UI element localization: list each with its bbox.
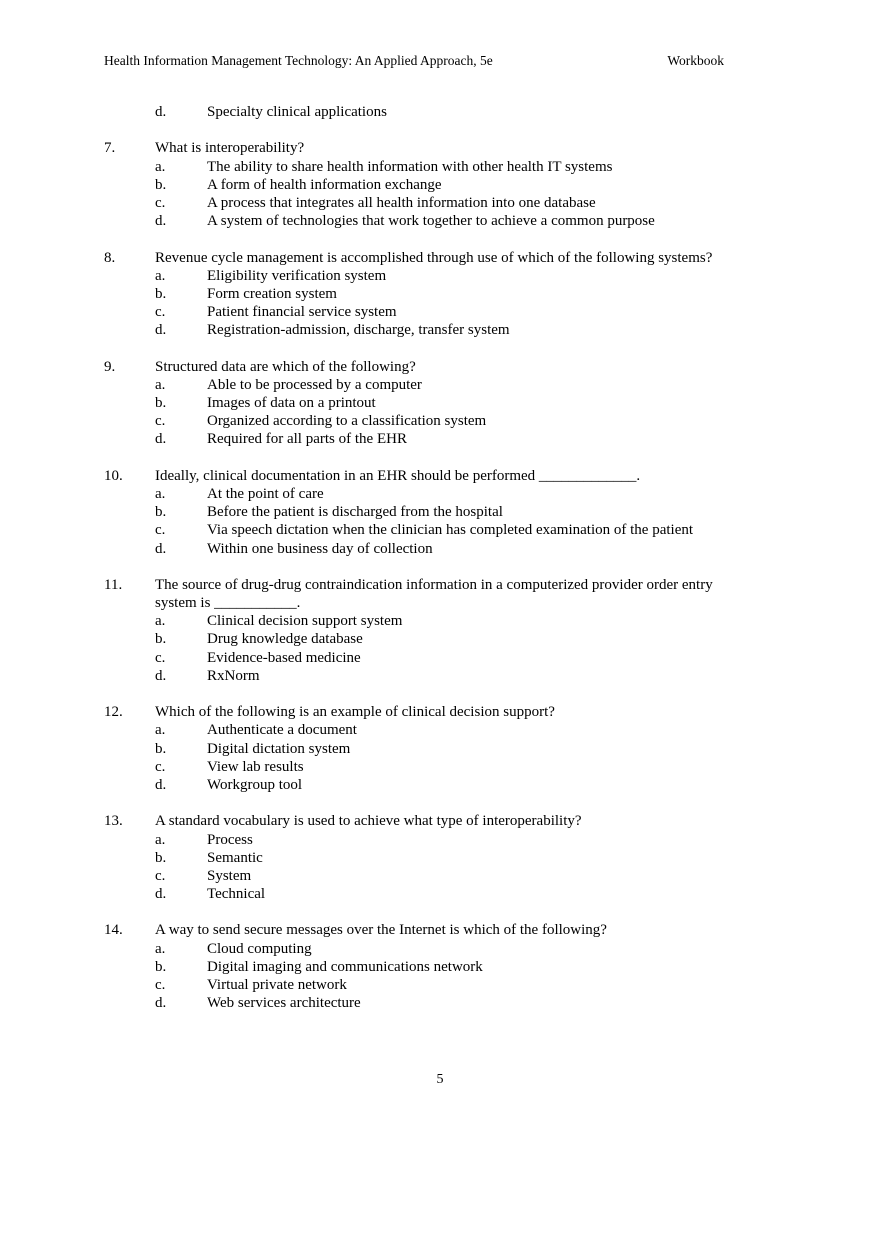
option-text: At the point of care — [207, 485, 324, 502]
option-letter: a. — [155, 831, 166, 848]
option-letter: b. — [155, 849, 167, 866]
option-letter: a. — [155, 722, 166, 739]
answer-option — [0, 758, 880, 776]
question-number: 14. — [104, 922, 123, 939]
carryover-option — [0, 103, 880, 121]
answer-option — [0, 831, 880, 849]
page-header — [104, 53, 724, 71]
answer-option — [0, 303, 880, 321]
answer-option — [0, 667, 880, 685]
answer-option — [0, 776, 880, 794]
question-stem-line — [0, 467, 880, 485]
answer-option — [0, 430, 880, 448]
option-text: Form creation system — [207, 285, 337, 302]
answer-option — [0, 867, 880, 885]
answer-option — [0, 212, 880, 230]
question-text: A way to send secure messages over the Internet is which of the following? — [155, 922, 607, 939]
question-text: The source of drug-drug contraindication information in a computerized provider order entry — [155, 576, 713, 593]
option-text: A form of health information exchange — [207, 176, 442, 193]
answer-option — [0, 285, 880, 303]
option-letter: d. — [155, 322, 167, 339]
question-number: 11. — [104, 576, 123, 593]
answer-option — [0, 158, 880, 176]
option-text: A process that integrates all health information into one database — [207, 194, 596, 211]
question-list — [0, 103, 880, 1012]
option-letter: d. — [155, 213, 167, 230]
question-text: Ideally, clinical documentation in an EHR should be performed _____________. — [155, 467, 641, 484]
option-text: Technical — [207, 886, 266, 903]
option-text: Web services architecture — [207, 995, 361, 1012]
option-text: Images of data on a printout — [207, 395, 376, 411]
question-text: Revenue cycle management is accomplished through use of which of the following systems? — [155, 249, 713, 266]
answer-option — [0, 376, 880, 394]
option-text: Digital imaging and communications network — [207, 958, 483, 975]
option-letter: b. — [155, 740, 167, 757]
question-text: A standard vocabulary is used to achieve what type of interoperability? — [155, 813, 582, 830]
option-text: Digital dictation system — [207, 740, 351, 757]
option-text: Within one business day of collection — [207, 540, 433, 557]
answer-option — [0, 958, 880, 976]
option-text: Workgroup tool — [207, 776, 303, 793]
question-block — [0, 358, 880, 449]
option-text: Process — [207, 831, 253, 848]
option-letter: c. — [155, 413, 166, 430]
option-letter: a. — [155, 613, 166, 630]
answer-option — [0, 521, 880, 539]
option-text: Virtual private network — [207, 977, 347, 993]
option-text: View lab results — [207, 758, 304, 775]
question-stem-line — [0, 921, 880, 939]
option-letter: a. — [155, 158, 166, 175]
answer-option — [0, 740, 880, 758]
answer-option — [0, 321, 880, 339]
answer-option — [0, 612, 880, 630]
option-text: Specialty clinical applications — [207, 104, 387, 120]
option-letter: d. — [155, 776, 167, 793]
answer-option — [0, 485, 880, 503]
answer-option — [0, 630, 880, 648]
question-stem-line — [0, 249, 880, 267]
option-letter: b. — [155, 504, 167, 521]
option-text: Registration-admission, discharge, transfer system — [207, 322, 510, 339]
question-block — [0, 703, 880, 794]
question-text: Structured data are which of the following? — [155, 358, 416, 375]
page-number: 5 — [436, 1072, 444, 1087]
question-block — [0, 812, 880, 903]
option-letter: c. — [155, 522, 166, 539]
question-text: Which of the following is an example of clinical decision support? — [155, 704, 555, 721]
question-text: What is interoperability? — [155, 140, 305, 157]
option-text: Semantic — [207, 849, 263, 866]
option-text: A system of technologies that work together to achieve a common purpose — [207, 213, 655, 230]
option-text: Able to be processed by a computer — [207, 376, 422, 393]
option-letter: d. — [155, 667, 167, 684]
option-letter: d. — [155, 886, 167, 903]
option-letter: a. — [155, 940, 166, 957]
answer-option — [0, 176, 880, 194]
option-text: Authenticate a document — [207, 722, 357, 739]
question-number: 12. — [104, 704, 123, 721]
option-letter: c. — [155, 867, 166, 884]
option-letter: d. — [155, 995, 167, 1012]
question-number: 13. — [104, 813, 123, 830]
option-letter: c. — [155, 194, 166, 211]
option-text: RxNorm — [207, 667, 260, 684]
header-section: Workbook — [667, 53, 724, 68]
question-stem-line — [0, 139, 880, 157]
option-letter: a. — [155, 376, 166, 393]
answer-option — [0, 849, 880, 867]
answer-option — [0, 194, 880, 212]
answer-option — [0, 976, 880, 994]
option-text: Cloud computing — [207, 940, 312, 957]
header-title: Health Information Management Technology: An Applied Approach, 5e — [104, 53, 493, 68]
question-stem-line — [0, 594, 880, 612]
answer-option — [0, 503, 880, 521]
option-letter: c. — [155, 304, 166, 321]
option-text: Evidence-based medicine — [207, 649, 361, 666]
option-text: Organized according to a classification system — [207, 413, 487, 430]
option-text: Clinical decision support system — [207, 613, 403, 630]
question-stem-line — [0, 358, 880, 376]
answer-option — [0, 721, 880, 739]
option-text: Eligibility verification system — [207, 267, 387, 284]
question-block — [0, 576, 880, 685]
question-number: 7. — [104, 140, 116, 157]
option-letter: c. — [155, 758, 166, 775]
question-number: 10. — [104, 467, 123, 484]
option-letter: d. — [155, 104, 167, 120]
answer-option — [0, 540, 880, 558]
answer-option — [0, 994, 880, 1012]
answer-option — [0, 649, 880, 667]
answer-option — [0, 885, 880, 903]
question-block — [0, 139, 880, 230]
option-text: System — [207, 867, 252, 884]
answer-option — [0, 267, 880, 285]
question-number: 9. — [104, 358, 116, 375]
answer-option — [0, 394, 880, 412]
option-letter: c. — [155, 977, 166, 993]
answer-option — [0, 412, 880, 430]
option-letter: a. — [155, 267, 166, 284]
option-letter: c. — [155, 649, 166, 666]
option-letter: b. — [155, 176, 167, 193]
answer-option — [0, 940, 880, 958]
option-letter: d. — [155, 431, 167, 448]
question-stem-line — [0, 812, 880, 830]
option-text: Required for all parts of the EHR — [207, 431, 407, 448]
option-text: Patient financial service system — [207, 304, 397, 321]
option-letter: b. — [155, 958, 167, 975]
option-text: The ability to share health information with other health IT systems — [207, 158, 613, 175]
option-letter: a. — [155, 485, 166, 502]
option-text: Before the patient is discharged from the hospital — [207, 504, 503, 521]
question-text: system is ___________. — [155, 595, 301, 612]
question-stem-line — [0, 576, 880, 594]
question-block — [0, 467, 880, 558]
question-block — [0, 249, 880, 340]
question-number: 8. — [104, 249, 116, 266]
option-letter: b. — [155, 395, 167, 411]
question-stem-line — [0, 703, 880, 721]
option-letter: b. — [155, 285, 167, 302]
option-text: Via speech dictation when the clinician has completed examination of the patient — [207, 522, 694, 539]
question-block — [0, 921, 880, 1012]
option-letter: d. — [155, 540, 167, 557]
option-letter: b. — [155, 631, 167, 648]
option-text: Drug knowledge database — [207, 631, 363, 648]
